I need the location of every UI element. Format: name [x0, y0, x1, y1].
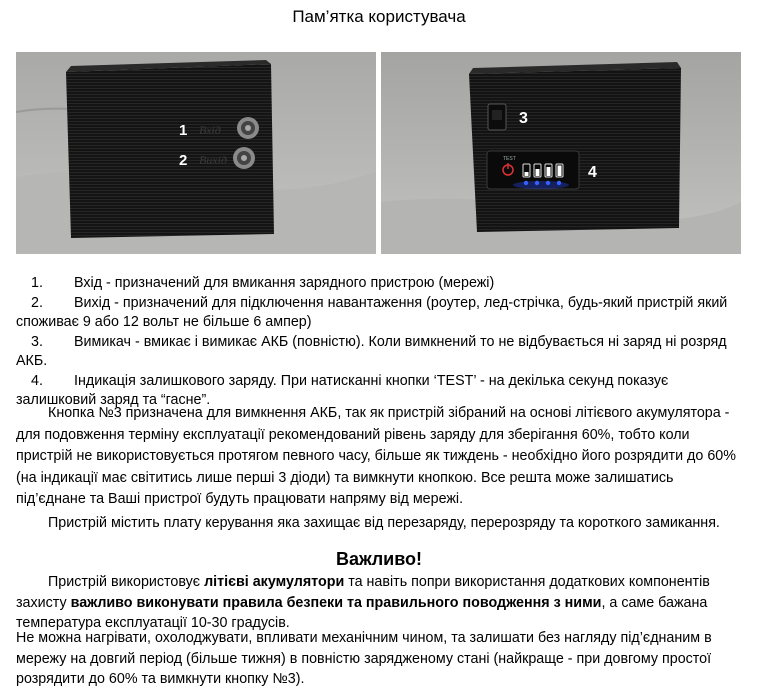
list-item: 3. Вимикач - вмикає і вимикає АКБ (повністю). Коли вимкнений то не відбувається ні заряд ні розряд АКБ. [16, 333, 727, 369]
important-paragraph-1: Пристрій використовує літієві акумулятори та навіть попри використання додаткових компонентів захисту важливо виконувати правила безпеки та правильного поводження з ними, а саме бажана температура експлуатації 10-30 градусів. [16, 574, 710, 631]
feature-list [16, 274, 744, 411]
label-4: 4 [588, 164, 597, 181]
list-item: 4. Індикація залишкового заряду. При натисканні кнопки ‘TEST’ - на декілька секунд показує залишковий заряд та “гасне”. [16, 372, 669, 408]
test-text: TEST [503, 156, 516, 162]
svg-text:Вихід: Вихід [199, 153, 228, 167]
paragraph-button-info: Кнопка №3 призначена для вимкнення АКБ, так як пристрій зібраний на основі літієвого акумулятора - для подовження терміну експлуатації рекомендований рівень заряду для зберігання 60%, тобто коли пристрій не використовується протягом певного часу, більше як тиждень - необхідно його розрядити до 60% (на індикації має світитись лише перші 3 діоди) та вимкнути кнопкою. Все решта може залишатись під’єднане та Ваші пристрої будуть працювати напряму від мережі. [16, 405, 736, 507]
page-title: Пам’ятка користувача [292, 7, 466, 26]
important-paragraph-2: Не можна нагрівати, охолоджувати, впливати механічним чином, та залишати без нагляду під’єднаним в мережу на довгий період (більше тижня) в повністю зарядженому стані (найкраще - при довгому простої розрядити до 60% та вимкнути кнопку №3). [16, 630, 712, 687]
label-3: 3 [519, 110, 528, 127]
label-2: 2 [179, 152, 188, 169]
device-photo-connectors [16, 52, 376, 254]
device-photo-indicator [381, 52, 741, 254]
important-heading: Важливо! [335, 549, 423, 569]
list-item: 2. Вихід - призначений для підключення навантаження (роутер, лед-стрічка, будь-який пристрій який споживає 9 або 12 вольт не більше 6 ампер) [16, 294, 728, 330]
label-1: 1 [179, 122, 188, 139]
svg-text:Вхід: Вхід [199, 123, 221, 137]
paragraph-board-info: Пристрій містить плату керування яка захищає від перезаряду, перерозряду та короткого замикання. [48, 515, 720, 531]
list-item: 1. Вхід - призначений для вмикання зарядного пристрою (мережі) [31, 275, 495, 291]
